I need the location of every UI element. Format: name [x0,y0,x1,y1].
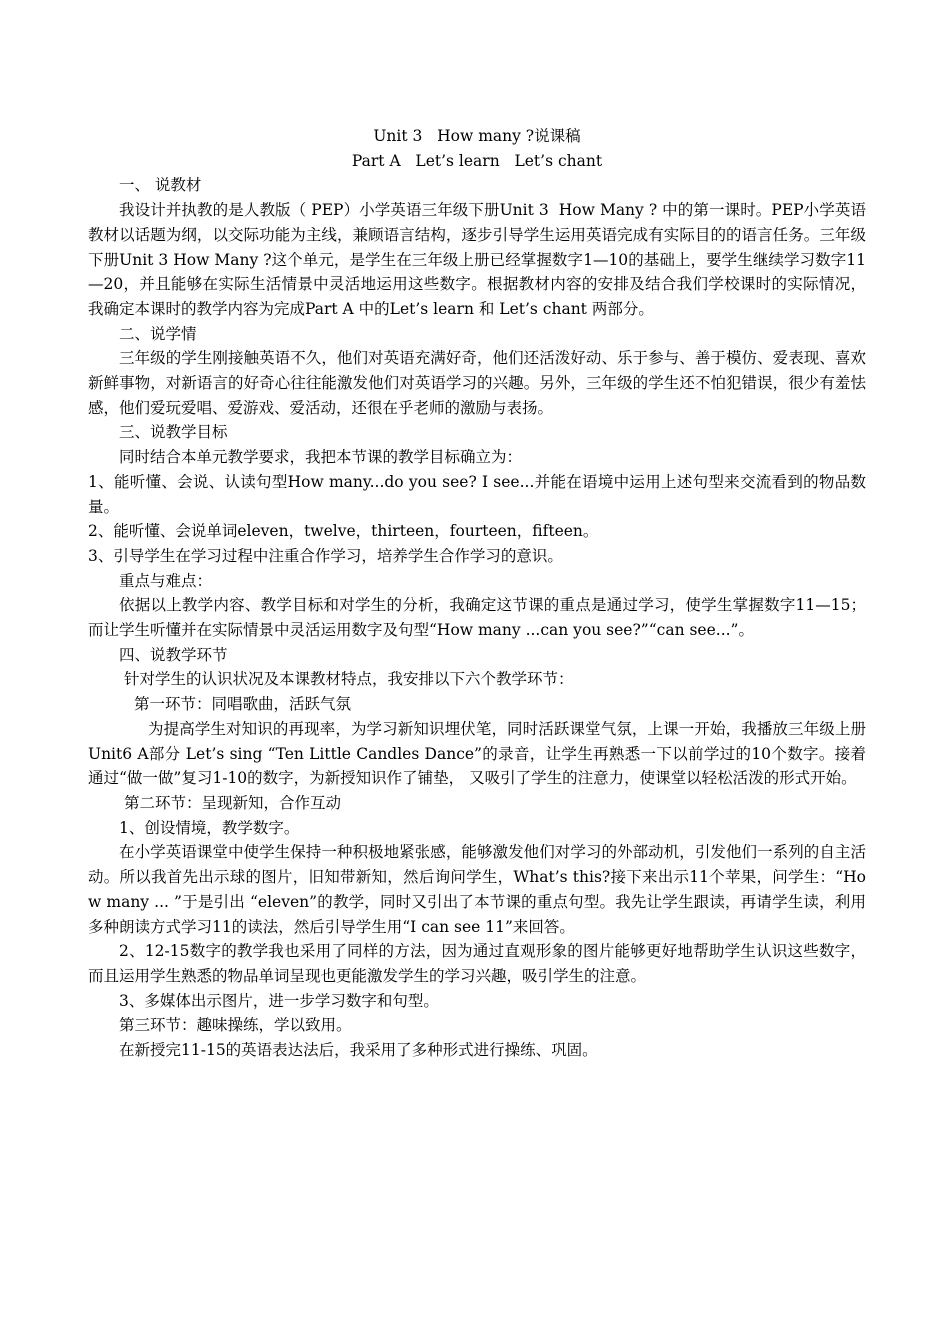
step2-subheading-1: 1、创设情境，教学数字。 [119,818,300,837]
goal-item-1: 1、能听懂、会说、认读句型How many...do you see? I see...并能在语境中运用上述句型来交流看到的物品数量。 [88,472,866,516]
goal-item-3: 3、引导学生在学习过程中注重合作学习，培养学生合作学习的意识。 [88,546,563,565]
paragraph-step3: 在新授完11-15的英语表达法后，我采用了多种形式进行操练、巩固。 [119,1041,598,1060]
paragraph-key-points: 依据以上教学内容、教学目标和对学生的分析，我确定这节课的重点是通过学习，使学生掌握数字11—15；而让学生听懂并在实际情景中灵活运用数字及句型“How many ...can you see?”“can see...”。 [88,596,866,640]
paragraph-step2-1: 在小学英语课堂中使学生保持一种积极地紧张感，能够激发他们对学习的外部动机，引发他们一系列的自主活动。所以我首先出示球的图片，旧知带新知，然后询问学生，What’s this?接下来出示11个苹果，问学生：“How many ... ”于是引出 “eleven”的教学，同时又引出了本节课的重点句型。我先让学生跟读，再请学生读，利用多种朗读方式学习11的读法，然后引导学生用“I can see 11”来回答。 [88,843,866,936]
paragraph-step2-3: 3、多媒体出示图片，进一步学习数字和句型。 [119,991,439,1010]
paragraph-step1: 为提高学生对知识的再现率，为学习新知识埋伏笔，同时活跃课堂气氛，上课一开始，我播放三年级上册Unit6 A部分 Let’s sing “Ten Little Candles Dance”的录音，让学生再熟悉一下以前学过的10个数字。接着通过“做一做”复习1-10的数字，为新授知识作了铺垫， 又吸引了学生的注意力，使课堂以轻松活泼的形式开始。 [88,719,866,788]
document-body [88,124,866,1063]
step3-heading: 第三环节：趣味操练，学以致用。 [119,1016,352,1035]
paragraph-goals-intro: 同时结合本单元教学要求，我把本节课的教学目标确立为： [119,448,523,467]
paragraph-steps-intro: 针对学生的认识状况及本课教材特点，我安排以下六个教学环节： [124,670,574,689]
paragraph-materials: 我设计并执教的是人教版（ PEP）小学英语三年级下册Unit 3 How Many ? 中的第一课时。PEP小学英语教材以话题为纲，以交际功能为主线，兼顾语言结构，逐步引导学生运用英语完成有实际目的的语言任务。三年级下册Unit 3 How Many ?这个单元，是学生在三年级上册已经掌握数字1—10的基础上，要学生继续学习数字11—20，并且能够在实际生活情景中灵活地运用这些数字。根据教材内容的安排及结合我们学校课时的实际情况，我确定本课时的教学内容为完成Part A 中的Let’s learn 和 Let’s chant 两部分。 [88,201,866,318]
section-heading-steps: 四、说教学环节 [119,645,228,664]
section-heading-goals: 三、说教学目标 [119,423,228,442]
goal-item-2: 2、能听懂、会说单词eleven，twelve，thirteen，fourteen，fifteen。 [88,522,599,541]
step2-heading: 第二环节：呈现新知，合作互动 [124,793,342,812]
key-points-heading: 重点与难点： [119,571,213,590]
doc-subtitle: Part A Let’s learn Let’s chant [351,151,603,170]
paragraph-step2-2: 2、12-15数字的教学我也采用了同样的方法，因为通过直观形象的图片能够更好地帮助学生认识这些数字，而且运用学生熟悉的物品单词呈现也更能激发学生的学习兴趣，吸引学生的注意。 [88,942,866,985]
section-heading-students: 二、说学情 [119,324,197,343]
section-heading-materials: 一、 说教材 [119,176,202,195]
paragraph-students: 三年级的学生刚接触英语不久，他们对英语充满好奇，他们还活泼好动、乐于参与、善于模仿、爱表现、喜欢新鲜事物，对新语言的好奇心往往能激发他们对英语学习的兴趣。另外，三年级的学生还不怕犯错误，很少有羞怯感，他们爱玩爱唱、爱游戏、爱活动，还很在乎老师的激励与表扬。 [88,349,866,417]
step1-heading: 第一环节：同唱歌曲，活跃气氛 [134,695,352,714]
doc-title: Unit 3 How many ?说课稿 [373,127,581,145]
